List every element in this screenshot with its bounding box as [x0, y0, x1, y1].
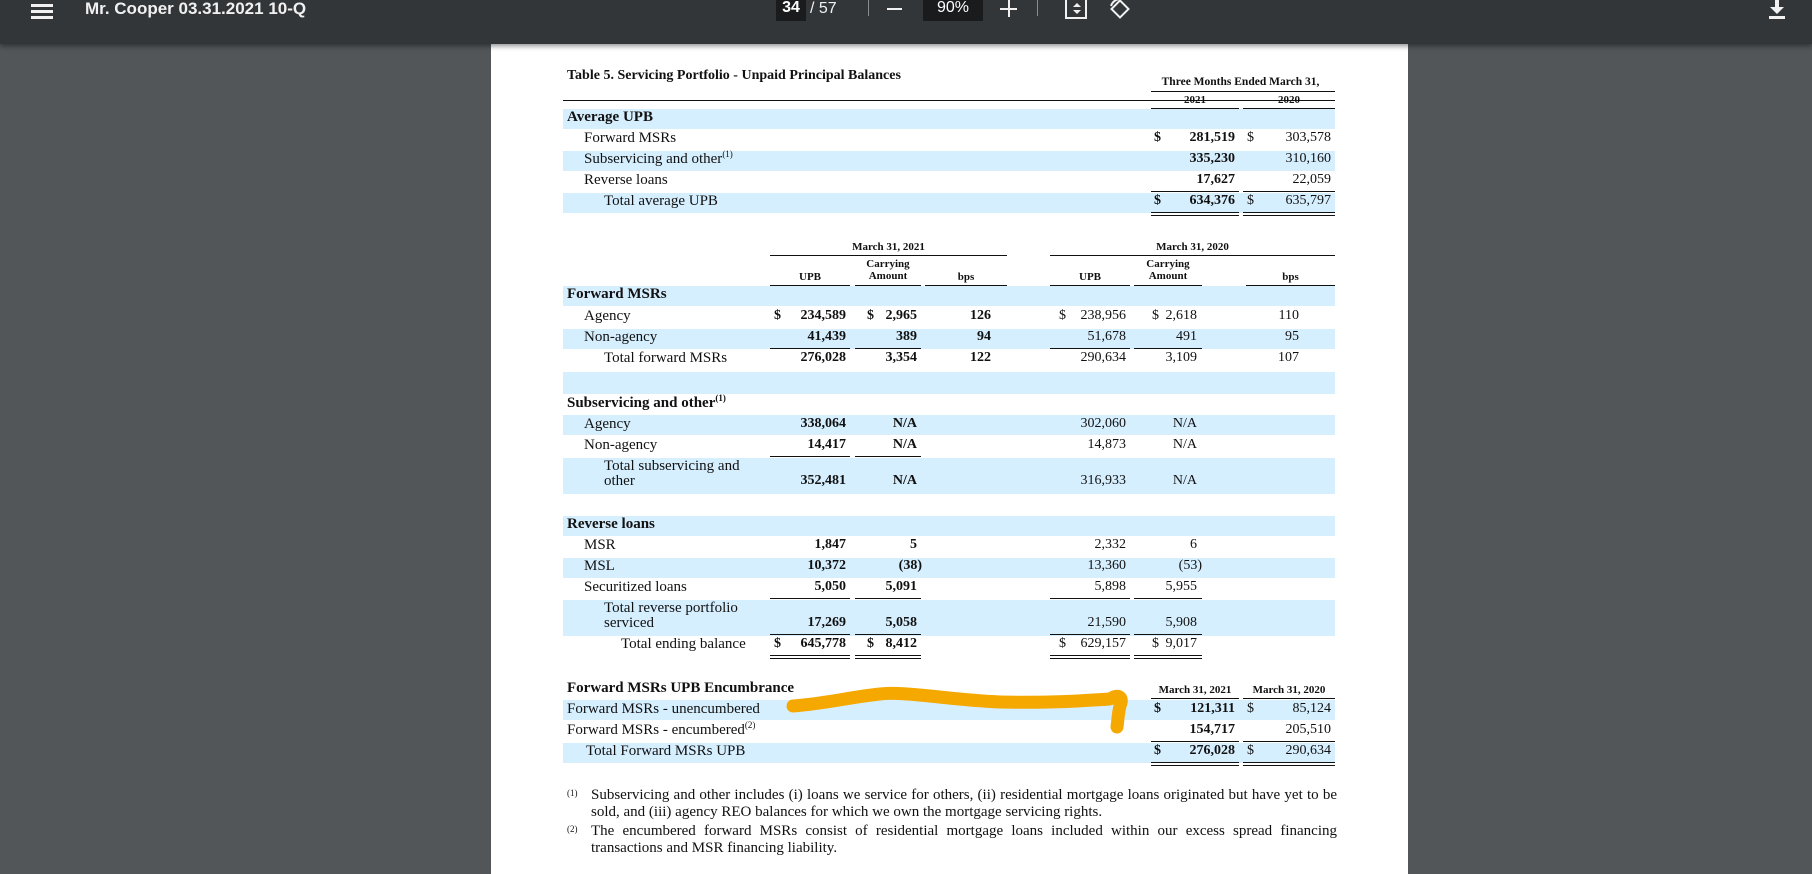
upb-2021-total: 645,778	[800, 636, 846, 651]
bps-2020: 110	[1278, 308, 1299, 323]
subtotal-rule	[855, 348, 921, 349]
footnote-marker: (2)	[567, 824, 578, 834]
bps-2021: 122	[970, 350, 991, 365]
footnote-text: Subservicing and other includes (i) loans we service for others, (ii) residential mortgage loans originated but have yet to be sold, and (iii) agency REO balances for which we own the mortgage servicing rights.	[591, 787, 1337, 820]
avg-year-2020: 2020	[1278, 94, 1300, 106]
double-rule	[1243, 762, 1335, 766]
currency-sign: $	[774, 636, 781, 651]
total-rule	[1151, 741, 1239, 742]
double-rule	[855, 655, 921, 659]
upb-2020: 13,360	[1087, 558, 1126, 573]
upb-2021: 234,589	[800, 308, 846, 323]
carrying-2020: N/A	[1172, 473, 1197, 488]
toolbar-divider	[1037, 0, 1038, 16]
avg-total-label: Total average UPB	[604, 193, 718, 209]
upb-2020: 316,933	[1080, 473, 1126, 488]
toolbar-divider	[868, 0, 869, 16]
footnote	[567, 823, 1337, 857]
col-carrying-2021: Carrying Amount	[866, 258, 910, 282]
currency-sign: $	[1154, 743, 1161, 758]
document-title: Mr. Cooper 03.31.2021 10-Q	[85, 0, 307, 18]
forward-total-label: Total forward MSRs	[604, 350, 728, 366]
reverse-total-label: Total reverse portfolio serviced	[604, 600, 738, 631]
currency-sign: $	[1059, 308, 1066, 323]
total-rule	[1151, 191, 1239, 192]
zoom-level-input[interactable]: 90%	[923, 0, 983, 21]
bps-2020: 107	[1278, 350, 1299, 365]
total-rule	[1243, 191, 1335, 192]
col-upb-2020: UPB	[1079, 271, 1101, 283]
ending-balance-label: Total ending balance	[621, 636, 746, 652]
col-bps-2020: bps	[1282, 271, 1299, 283]
subtotal-rule	[770, 348, 850, 349]
subtotal-rule	[1134, 348, 1202, 349]
encumbrance-2021-value: 154,717	[1189, 722, 1235, 737]
avg-2020-total: 635,797	[1285, 193, 1331, 208]
currency-sign: $	[1152, 636, 1159, 651]
header-rule	[1050, 255, 1335, 256]
bps-2021: 126	[970, 308, 991, 323]
reverse-section-label: Reverse loans	[567, 516, 655, 532]
carrying-2021: 3,354	[885, 350, 917, 365]
double-rule	[1243, 212, 1335, 216]
footnote-text: The encumbered forward MSRs consist of residential mortgage loans included within our excess spread financing transactions and MSR financing liability.	[591, 823, 1337, 856]
table-title: Table 5. Servicing Portfolio - Unpaid Principal Balances	[567, 68, 901, 83]
double-rule	[1151, 762, 1239, 766]
carrying-2020: 6	[1190, 537, 1197, 552]
carrying-2020: 2,618	[1165, 308, 1197, 323]
footnote-marker: (1)	[567, 788, 578, 798]
currency-sign: $	[867, 308, 874, 323]
upb-2020: 5,898	[1094, 579, 1126, 594]
subtotal-rule	[1050, 634, 1130, 635]
reverse-row-label: MSL	[584, 558, 615, 574]
row-band	[563, 109, 1335, 129]
carrying-2020: 491	[1176, 329, 1197, 344]
avg-2020-value: 303,578	[1285, 130, 1331, 145]
carrying-2020: 5,908	[1165, 615, 1197, 630]
carrying-2021: 389	[896, 329, 917, 344]
subtotal-rule	[855, 456, 921, 457]
encumbrance-total-label: Total Forward MSRs UPB	[586, 743, 746, 759]
currency-sign: $	[867, 636, 874, 651]
encumbrance-col-2021: March 31, 2021	[1158, 684, 1232, 696]
footnote	[567, 787, 1337, 821]
encumbrance-2021-value: 121,311	[1190, 701, 1235, 716]
subtotal-rule	[770, 598, 850, 599]
carrying-2020: 5,955	[1165, 579, 1197, 594]
avg-period-header: Three Months Ended March 31,	[1161, 76, 1320, 88]
encumbrance-2020-value: 85,124	[1292, 701, 1331, 716]
row-band	[563, 372, 1335, 394]
row-band	[563, 415, 1335, 435]
carrying-2021: (38)	[898, 558, 922, 573]
subtotal-rule	[1134, 598, 1202, 599]
avg-upb-section-label: Average UPB	[567, 109, 653, 125]
col-upb-2021: UPB	[799, 271, 821, 283]
header-rule	[1151, 698, 1239, 699]
carrying-2020: 3,109	[1165, 350, 1197, 365]
currency-sign: $	[1152, 308, 1159, 323]
subtotal-rule	[1050, 598, 1130, 599]
encumbrance-section-label: Forward MSRs UPB Encumbrance	[567, 680, 795, 696]
subtotal-rule	[855, 634, 921, 635]
zoom-out-icon[interactable]	[887, 8, 902, 10]
forward-section-label: Forward MSRs	[567, 286, 667, 302]
encumbrance-2021-total: 276,028	[1189, 743, 1235, 758]
forward-row-label: Agency	[584, 308, 631, 324]
page-number-input[interactable]: 34	[776, 0, 806, 21]
subtotal-rule	[1050, 348, 1130, 349]
carrying-2021: 5,058	[885, 615, 917, 630]
avg-2021-value: 335,230	[1189, 151, 1235, 166]
upb-2021: 41,439	[807, 329, 846, 344]
avg-2021-total: 634,376	[1189, 193, 1235, 208]
currency-sign: $	[1247, 193, 1254, 208]
portfolio-date-2020: March 31, 2020	[1156, 241, 1229, 253]
carrying-2021: 5	[910, 537, 917, 552]
subservicing-row-label: Non-agency	[584, 437, 658, 453]
encumbrance-2020-total: 290,634	[1285, 743, 1331, 758]
avg-2020-value: 22,059	[1292, 172, 1331, 187]
bps-2020: 95	[1285, 329, 1299, 344]
encumbrance-col-2020: March 31, 2020	[1252, 684, 1326, 696]
upb-2021: 276,028	[800, 350, 846, 365]
zoom-in-icon[interactable]	[1000, 0, 1018, 18]
upb-2021: 10,372	[807, 558, 846, 573]
subtotal-rule	[770, 634, 850, 635]
avg-2020-value: 310,160	[1285, 151, 1331, 166]
avg-row-label: Forward MSRs	[584, 130, 677, 146]
subtotal-rule	[770, 456, 850, 457]
header-rule	[770, 255, 1007, 256]
rotate-icon[interactable]	[1108, 0, 1132, 21]
carrying-2020: N/A	[1172, 416, 1197, 431]
carrying-2021: N/A	[892, 416, 917, 431]
carrying-2021: 5,091	[885, 579, 917, 594]
carrying-2020: (53)	[1178, 558, 1202, 573]
currency-sign: $	[1247, 130, 1254, 145]
pdf-viewer-toolbar	[0, 0, 1812, 44]
subservicing-section-label: Subservicing and other$^{(1)}$	[567, 393, 726, 411]
row-band	[563, 286, 1335, 306]
avg-row-label: Reverse loans	[584, 172, 668, 188]
carrying-2021: N/A	[892, 473, 917, 488]
row-band	[563, 516, 1335, 536]
upb-2021: 17,269	[807, 615, 846, 630]
double-rule	[1151, 212, 1239, 216]
reverse-row-label: Securitized loans	[584, 579, 687, 595]
currency-sign: $	[774, 308, 781, 323]
avg-year-2021: 2021	[1184, 94, 1206, 106]
encumbrance-2020-value: 205,510	[1285, 722, 1331, 737]
subservicing-total-label: Total subservicing and other	[604, 458, 740, 489]
fit-page-icon[interactable]	[1065, 0, 1087, 19]
double-rule	[1134, 655, 1202, 659]
currency-sign: $	[1247, 701, 1254, 716]
carrying-2021-total: 8,412	[885, 636, 917, 651]
currency-sign: $	[1059, 636, 1066, 651]
double-rule	[1050, 655, 1130, 659]
carrying-2021: N/A	[892, 437, 917, 452]
avg-2021-value: 17,627	[1196, 172, 1235, 187]
upb-2021: 5,050	[814, 579, 846, 594]
subservicing-row-label: Agency	[584, 416, 631, 432]
subtotal-rule	[855, 598, 921, 599]
carrying-2020: N/A	[1172, 437, 1197, 452]
carrying-2021: 2,965	[885, 308, 917, 323]
upb-2020: 238,956	[1080, 308, 1126, 323]
subtotal-rule	[1134, 634, 1202, 635]
forward-row-label: Non-agency	[584, 329, 658, 345]
currency-sign: $	[1154, 701, 1161, 716]
download-icon[interactable]	[1768, 0, 1786, 20]
upb-2021: 14,417	[807, 437, 846, 452]
encumbrance-row-label: Forward MSRs - unencumbered	[567, 701, 760, 717]
col-bps-2021: bps	[957, 271, 975, 283]
avg-row-label: Subservicing and other$^{(1)}$	[584, 149, 733, 167]
reverse-row-label: MSR	[584, 537, 616, 553]
upb-2020: 290,634	[1080, 350, 1126, 365]
upb-2021: 352,481	[800, 473, 846, 488]
upb-2021: 338,064	[800, 416, 846, 431]
currency-sign: $	[1154, 193, 1161, 208]
upb-2020: 2,332	[1094, 537, 1126, 552]
portfolio-date-2021: March 31, 2021	[852, 241, 925, 253]
encumbrance-row-label: Forward MSRs - encumbered$^{(2)}$	[567, 720, 756, 738]
carrying-2020-total: 9,017	[1165, 636, 1197, 651]
col-carrying-2020: Carrying Amount	[1146, 258, 1190, 282]
upb-2020: 14,873	[1087, 437, 1126, 452]
avg-2021-value: 281,519	[1189, 130, 1235, 145]
header-rule	[1151, 91, 1335, 92]
double-rule	[770, 655, 850, 659]
page-total: / 57	[810, 0, 837, 17]
header-rule	[1243, 698, 1335, 699]
upb-2020: 302,060	[1080, 416, 1126, 431]
upb-2021: 1,847	[814, 537, 846, 552]
upb-2020: 51,678	[1087, 329, 1126, 344]
currency-sign: $	[1247, 743, 1254, 758]
currency-sign: $	[1154, 130, 1161, 145]
upb-2020-total: 629,157	[1080, 636, 1126, 651]
total-rule	[1243, 741, 1335, 742]
upb-2020: 21,590	[1087, 615, 1126, 630]
bps-2021: 94	[977, 329, 991, 344]
row-band	[563, 558, 1335, 578]
pdf-page	[491, 44, 1408, 874]
menu-icon[interactable]	[31, 1, 53, 19]
